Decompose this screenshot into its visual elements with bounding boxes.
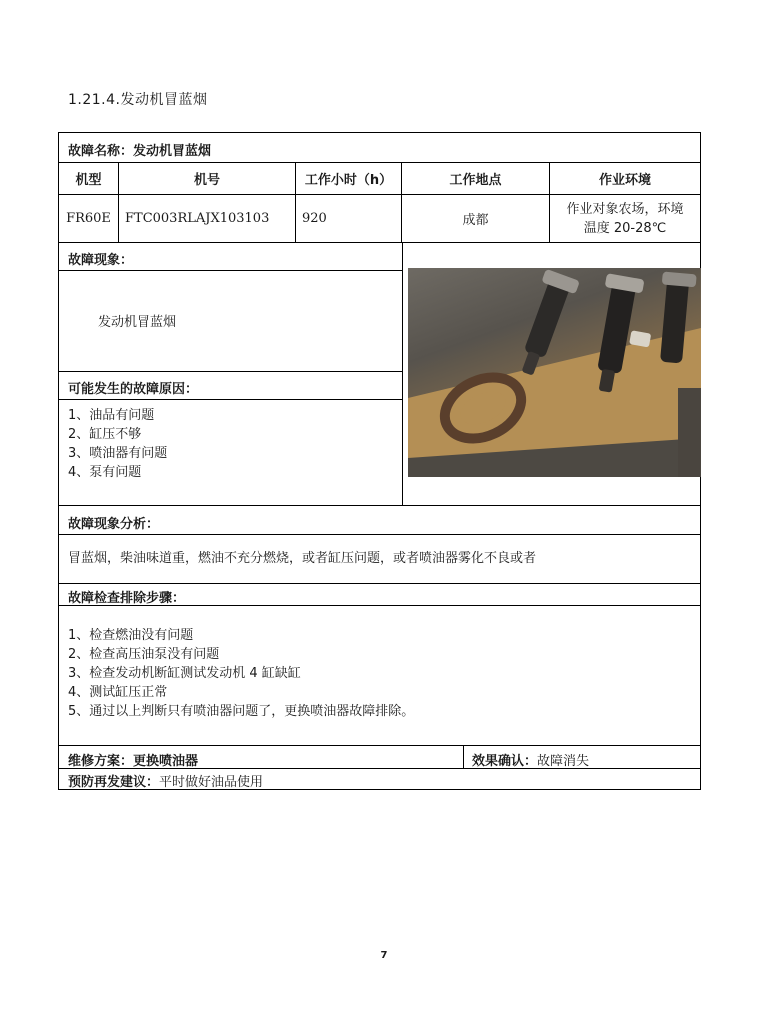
repair-value: 更换喷油器 bbox=[133, 754, 199, 769]
header-location: 工作地点 bbox=[401, 163, 549, 194]
repair-label: 维修方案： bbox=[68, 754, 134, 769]
phenomenon-label-row bbox=[59, 243, 402, 271]
analysis-text: 冒蓝烟，柴油味道重，燃油不充分燃烧，或者缸压问题，或者喷油器雾化不良或者 bbox=[68, 551, 537, 566]
steps-label-row bbox=[59, 584, 700, 606]
hours-value: 920 bbox=[295, 195, 401, 242]
header-machine-no: 机号 bbox=[118, 163, 295, 194]
step-item: 1、检查燃油没有问题 bbox=[68, 628, 194, 643]
causes-list bbox=[68, 406, 167, 482]
model-value: FR60E bbox=[66, 211, 111, 226]
prevention-cell bbox=[68, 771, 263, 790]
effect-label: 效果确认： bbox=[472, 754, 538, 769]
effect-cell bbox=[463, 746, 700, 768]
fault-name-label: 故障名称： bbox=[68, 144, 134, 159]
header-row bbox=[59, 163, 700, 195]
environment-line-1: 作业对象农场，环境 bbox=[566, 201, 684, 217]
fault-name-row bbox=[59, 133, 700, 163]
cause-item: 3、喷油器有问题 bbox=[68, 446, 168, 461]
header-environment: 作业环境 bbox=[549, 163, 700, 194]
steps-content-row bbox=[59, 606, 700, 746]
info-row bbox=[59, 195, 700, 243]
step-item: 3、检查发动机断缸测试发动机 4 缸缺缸 bbox=[68, 666, 301, 681]
repair-row bbox=[59, 746, 700, 769]
repair-cell bbox=[68, 750, 198, 769]
phenomenon-content bbox=[59, 271, 402, 372]
step-item: 4、测试缸压正常 bbox=[68, 685, 168, 700]
fault-report-table bbox=[58, 132, 701, 790]
phenomenon-text: 发动机冒蓝烟 bbox=[98, 315, 177, 330]
step-item: 2、检查高压油泵没有问题 bbox=[68, 647, 220, 662]
location-value: 成都 bbox=[401, 195, 549, 242]
header-hours: 工作小时（h） bbox=[295, 163, 401, 194]
effect-value: 故障消失 bbox=[537, 754, 590, 769]
step-item: 5、通过以上判断只有喷油器问题了，更换喷油器故障排除。 bbox=[68, 704, 415, 719]
section-title: 1.21.4.发动机冒蓝烟 bbox=[68, 92, 208, 108]
analysis-label-row bbox=[59, 505, 700, 535]
steps-label: 故障检查排除步骤： bbox=[68, 591, 186, 606]
fault-name-value: 发动机冒蓝烟 bbox=[133, 144, 212, 159]
causes-label-row bbox=[59, 372, 402, 400]
left-block bbox=[59, 243, 403, 505]
phenomenon-label: 故障现象： bbox=[68, 253, 134, 268]
fault-name-cell bbox=[68, 140, 211, 159]
prevention-label: 预防再发建议： bbox=[68, 775, 160, 790]
injector-photo bbox=[408, 268, 701, 477]
cause-item: 2、缸压不够 bbox=[68, 427, 142, 442]
environment-value bbox=[549, 195, 700, 242]
machine-no-value: FTC003RLAJX103103 bbox=[118, 195, 295, 242]
steps-list bbox=[68, 626, 414, 721]
causes-label: 可能发生的故障原因： bbox=[68, 382, 199, 397]
header-model: 机型 bbox=[75, 173, 102, 188]
analysis-label: 故障现象分析： bbox=[68, 517, 160, 532]
injector-photo-drawing bbox=[408, 268, 701, 477]
environment-line-2: 温度 20-28℃ bbox=[583, 220, 667, 236]
analysis-content-row bbox=[59, 535, 700, 584]
prevention-value: 平时做好油品使用 bbox=[159, 775, 264, 790]
page-number: 7 bbox=[380, 950, 388, 961]
cause-item: 4、泵有问题 bbox=[68, 465, 142, 480]
prevention-row bbox=[59, 769, 700, 789]
cause-item: 1、油品有问题 bbox=[68, 408, 155, 423]
